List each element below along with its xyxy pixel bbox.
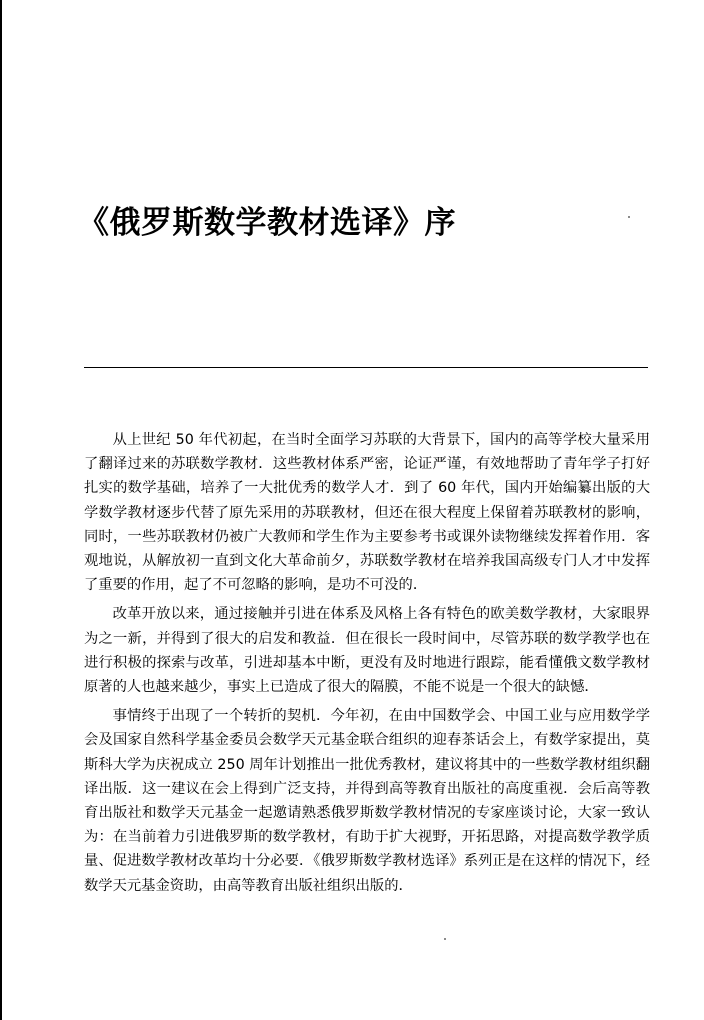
page-title: 《俄罗斯数学教材选译》序: [78, 205, 456, 241]
paragraph-2: 改革开放以来，通过接触并引进在体系及风格上各有特色的欧美数学教材，大家眼界为之一新，并得到了很大的启发和教益．但在很长一段时间中，尽管苏联的数学教学也在进行积极的探索与改革，引进却基本中断，更没有及时地进行跟踪，能看懂俄文数学教材原著的人也越来越少，事实上已造成了很大的隔膜，不能不说是一个很大的缺憾．: [84, 606, 650, 696]
page-left-edge: [0, 0, 2, 1020]
title-divider: [84, 367, 648, 368]
body-text: [84, 428, 650, 903]
paragraph-3: 事情终于出现了一个转折的契机．今年初，在由中国数学会、中国工业与应用数学学会及国家自然科学基金委员会数学天元基金联合组织的迎春茶话会上，有数学家提出，莫斯科大学为庆祝成立 250 周年计划推出一批优秀教材，建议将其中的一些数学教材组织翻译出版．这一建议在会上得到广泛支持，并得到高等教育出版社的高度重视．会后高等教育出版社和数学天元基金一起邀请熟悉俄罗斯数学教材情况的专家座谈讨论，大家一致认为：在当前着力引进俄罗斯的数学教材，有助于扩大视野，开拓思路，对提高数学教学质量、促进数学教材改革均十分必要．《俄罗斯数学教材选译》系列正是在这样的情况下，经数学天元基金资助，由高等教育出版社组织出版的．: [84, 708, 650, 894]
paragraph-1: 从上世纪 50 年代初起，在当时全面学习苏联的大背景下，国内的高等学校大量采用了翻译过来的苏联数学教材．这些教材体系严密，论证严谨，有效地帮助了青年学子打好扎实的数学基础，培养了一大批优秀的数学人才．到了 60 年代，国内开始编纂出版的大学数学教材逐步代替了原先采用的苏联教材，但还在很大程度上保留着苏联教材的影响，同时，一些苏联教材仍被广大教师和学生作为主要参考书或课外读物继续发挥着作用．客观地说，从解放初一直到文化大革命前夕，苏联数学教材在培养我国高级专门人才中发挥了重要的作用，起了不可忽略的影响，是功不可没的．: [84, 432, 650, 594]
scan-speck: [444, 938, 446, 940]
scan-speck: [628, 216, 630, 218]
